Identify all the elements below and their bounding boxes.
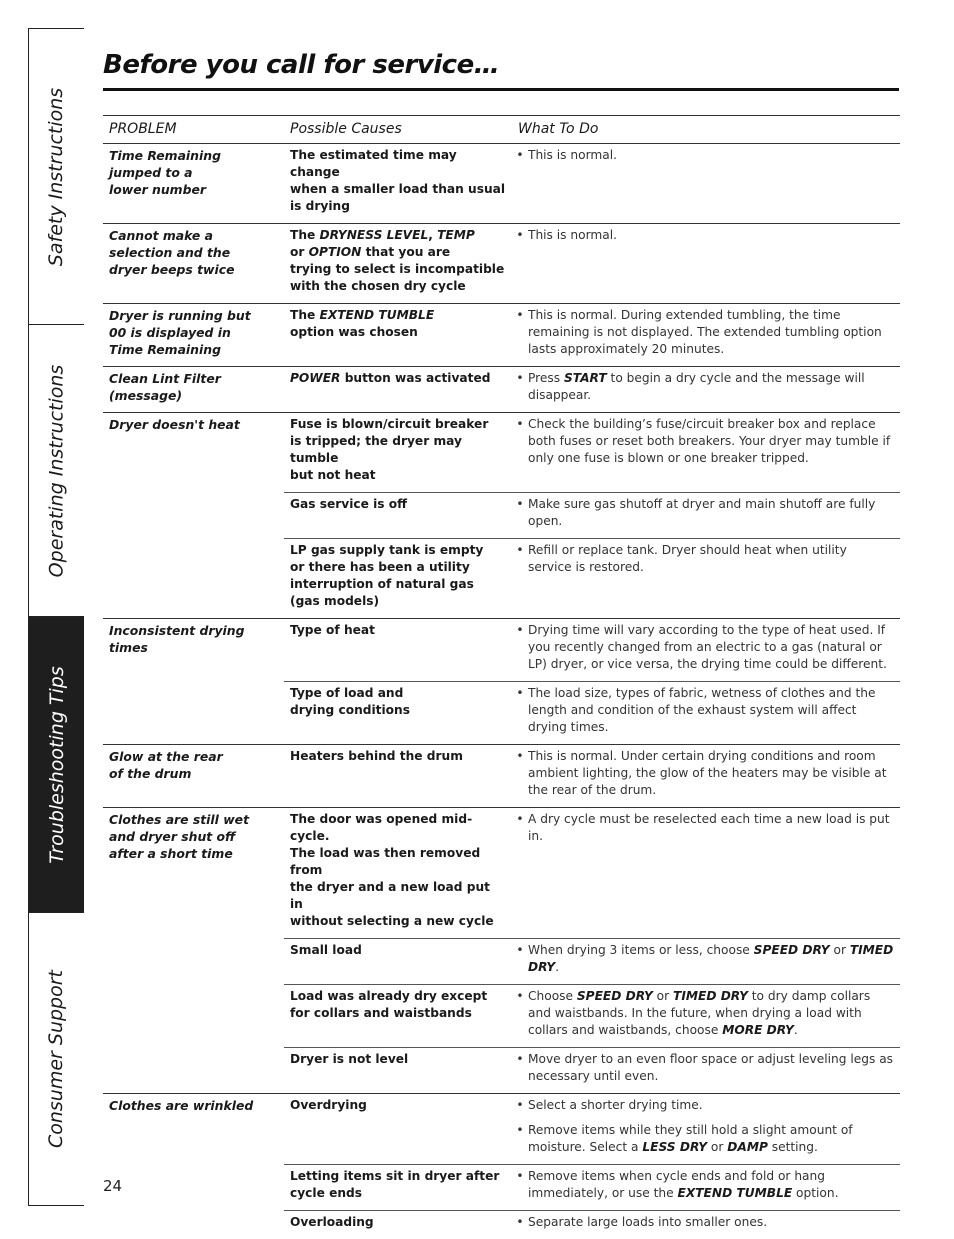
problem-cell: Clothes are wrinkled: [103, 1094, 284, 1239]
problem-cell: Dryer doesn't heat: [103, 413, 284, 619]
cause-cell: The DRYNESS LEVEL, TEMP or OPTION that you are trying to select is incompatible with the chosen dry cycle: [284, 224, 512, 304]
what-to-do-cell: [512, 304, 900, 367]
table-row: [103, 304, 900, 367]
table-body: [103, 144, 900, 1239]
cause-cell: Letting items sit in dryer after cycle ends: [284, 1165, 512, 1211]
emphasized-term: DAMP: [727, 1140, 768, 1154]
bullet-item: [514, 542, 894, 576]
table-row: [103, 413, 900, 493]
emphasized-term: DRYNESS LEVEL: [320, 228, 429, 242]
cause-cell: Overdrying: [284, 1094, 512, 1165]
bullet-item: [514, 1122, 894, 1156]
bullet-item: [514, 227, 894, 244]
bullet-item: [514, 811, 894, 845]
emphasized-term: EXTEND TUMBLE: [678, 1186, 793, 1200]
cause-cell: Type of heat: [284, 619, 512, 682]
cause-cell: Load was already dry except for collars and waistbands: [284, 985, 512, 1048]
table-row: [103, 144, 900, 224]
bullet-text: Separate large loads into smaller ones.: [528, 1214, 767, 1231]
bullet-icon: •: [514, 748, 526, 799]
bullet-item: [514, 988, 894, 1039]
bullet-item: [514, 685, 894, 736]
bullet-item: [514, 748, 894, 799]
bullet-item: [514, 307, 894, 358]
what-to-do-cell: [512, 493, 900, 539]
bullet-item: [514, 1051, 894, 1085]
bullet-text: A dry cycle must be reselected each time a new load is put in.: [528, 811, 894, 845]
problem-cell: Glow at the rear of the drum: [103, 745, 284, 808]
bullet-icon: •: [514, 1214, 526, 1231]
table-row: [103, 367, 900, 413]
bullet-item: [514, 147, 894, 164]
cause-cell: Fuse is blown/circuit breaker is tripped; the dryer may tumble but not heat: [284, 413, 512, 493]
tab-troubleshooting-tips[interactable]: [29, 617, 84, 913]
emphasized-term: LESS DRY: [642, 1140, 707, 1154]
emphasized-term: OPTION: [309, 245, 362, 259]
cause-cell: Dryer is not level: [284, 1048, 512, 1094]
what-to-do-cell: [512, 413, 900, 493]
page-number: 24: [103, 1177, 122, 1195]
emphasized-term: START: [564, 371, 607, 385]
bullet-icon: •: [514, 685, 526, 736]
emphasized-term: MORE DRY: [722, 1023, 794, 1037]
problem-cell: Time Remaining jumped to a lower number: [103, 144, 284, 224]
cause-cell: The estimated time may change when a smaller load than usual is drying: [284, 144, 512, 224]
bullet-item: [514, 496, 894, 530]
what-to-do-cell: [512, 367, 900, 413]
bullet-icon: •: [514, 1051, 526, 1085]
title-rule: [103, 88, 899, 91]
tab-safety-instructions[interactable]: [29, 29, 84, 325]
what-to-do-cell: [512, 939, 900, 985]
emphasized-term: TIMED DRY: [673, 989, 748, 1003]
emphasized-term: TIMED DRY: [528, 943, 893, 974]
bullet-item: [514, 370, 894, 404]
bullet-item: [514, 942, 894, 976]
bullet-text: This is normal. During extended tumbling, the time remaining is not displayed. The extended tumbling option lasts approximately 20 minutes.: [528, 307, 894, 358]
bullet-text: When drying 3 items or less, choose SPEED DRY or TIMED DRY.: [528, 942, 894, 976]
problem-cell: Inconsistent drying times: [103, 619, 284, 745]
tab-label: Consumer Support: [46, 970, 68, 1148]
tab-consumer-support[interactable]: [29, 913, 84, 1205]
bullet-text: This is normal.: [528, 227, 617, 244]
cause-cell: The EXTEND TUMBLE option was chosen: [284, 304, 512, 367]
cause-cell: Gas service is off: [284, 493, 512, 539]
bullet-icon: •: [514, 1122, 526, 1156]
tab-label: Troubleshooting Tips: [46, 666, 68, 864]
what-to-do-cell: [512, 808, 900, 939]
bullet-icon: •: [514, 370, 526, 404]
tab-label: Operating Instructions: [46, 364, 68, 577]
cause-cell: Type of load and drying conditions: [284, 682, 512, 745]
problem-cell: Clean Lint Filter (message): [103, 367, 284, 413]
tab-operating-instructions[interactable]: [29, 325, 84, 617]
bullet-icon: •: [514, 227, 526, 244]
bullet-text: This is normal.: [528, 147, 617, 164]
troubleshooting-table: [103, 115, 900, 1239]
bullet-icon: •: [514, 1097, 526, 1114]
bullet-icon: •: [514, 416, 526, 467]
bullet-text: Move dryer to an even floor space or adjust leveling legs as necessary until even.: [528, 1051, 894, 1085]
bullet-item: [514, 1097, 894, 1114]
what-to-do-cell: [512, 1094, 900, 1165]
bullet-text: Refill or replace tank. Dryer should heat when utility service is restored.: [528, 542, 894, 576]
what-to-do-cell: [512, 619, 900, 682]
bullet-icon: •: [514, 942, 526, 976]
cause-cell: The door was opened mid-cycle. The load was then removed from the dryer and a new load put in without selecting a new cycle: [284, 808, 512, 939]
table-row: [103, 224, 900, 304]
bullet-text: Press START to begin a dry cycle and the message will disappear.: [528, 370, 894, 404]
cause-cell: Heaters behind the drum: [284, 745, 512, 808]
cause-cell: Overloading: [284, 1211, 512, 1239]
bullet-text: This is normal. Under certain drying conditions and room ambient lighting, the glow of the heaters may be visible at the rear of the drum.: [528, 748, 894, 799]
table-row: [103, 808, 900, 939]
bullet-text: Drying time will vary according to the type of heat used. If you recently changed from an electric to a gas (natural or LP) dryer, or vice versa, the drying time could be different.: [528, 622, 894, 673]
bullet-icon: •: [514, 542, 526, 576]
emphasized-term: SPEED DRY: [577, 989, 653, 1003]
table-header-row: [103, 116, 900, 144]
header-possible-causes: Possible Causes: [284, 116, 512, 144]
bullet-item: [514, 416, 894, 467]
what-to-do-cell: [512, 682, 900, 745]
bullet-icon: •: [514, 811, 526, 845]
problem-cell: Clothes are still wet and dryer shut off after a short time: [103, 808, 284, 1094]
table-row: [103, 1094, 900, 1165]
header-problem: PROBLEM: [103, 116, 284, 144]
bullet-text: Select a shorter drying time.: [528, 1097, 703, 1114]
bullet-icon: •: [514, 1168, 526, 1202]
what-to-do-cell: [512, 144, 900, 224]
bullet-item: [514, 622, 894, 673]
cause-cell: Small load: [284, 939, 512, 985]
bullet-text: The load size, types of fabric, wetness of clothes and the length and condition of the exhaust system will affect drying times.: [528, 685, 894, 736]
bullet-text: Remove items while they still hold a slight amount of moisture. Select a LESS DRY or DAMP setting.: [528, 1122, 894, 1156]
header-what-to-do: What To Do: [512, 116, 900, 144]
bullet-icon: •: [514, 307, 526, 358]
what-to-do-cell: [512, 985, 900, 1048]
what-to-do-cell: [512, 1048, 900, 1094]
emphasized-term: SPEED DRY: [754, 943, 830, 957]
what-to-do-cell: [512, 539, 900, 619]
emphasized-term: TEMP: [437, 228, 475, 242]
section-tabs: [28, 28, 84, 1206]
table-row: [103, 745, 900, 808]
bullet-icon: •: [514, 622, 526, 673]
bullet-icon: •: [514, 147, 526, 164]
problem-cell: Dryer is running but 00 is displayed in Time Remaining: [103, 304, 284, 367]
table-row: [103, 619, 900, 682]
bullet-icon: •: [514, 496, 526, 530]
problem-cell: Cannot make a selection and the dryer beeps twice: [103, 224, 284, 304]
what-to-do-cell: [512, 1165, 900, 1211]
page-title: Before you call for service…: [103, 50, 499, 80]
emphasized-term: POWER: [290, 371, 340, 385]
bullet-text: Make sure gas shutoff at dryer and main shutoff are fully open.: [528, 496, 894, 530]
bullet-text: Check the building’s fuse/circuit breaker box and replace both fuses or reset both breakers. Your dryer may tumble if only one fuse is blown or one breaker tripped.: [528, 416, 894, 467]
bullet-item: [514, 1214, 894, 1231]
bullet-item: [514, 1168, 894, 1202]
tab-label: Safety Instructions: [46, 87, 68, 265]
what-to-do-cell: [512, 745, 900, 808]
emphasized-term: EXTEND TUMBLE: [320, 308, 435, 322]
what-to-do-cell: [512, 224, 900, 304]
cause-cell: LP gas supply tank is empty or there has been a utility interruption of natural gas (gas models): [284, 539, 512, 619]
bullet-text: Remove items when cycle ends and fold or hang immediately, or use the EXTEND TUMBLE option.: [528, 1168, 894, 1202]
cause-cell: POWER button was activated: [284, 367, 512, 413]
bullet-icon: •: [514, 988, 526, 1039]
bullet-text: Choose SPEED DRY or TIMED DRY to dry damp collars and waistbands. In the future, when drying a load with collars and waistbands, choose MORE DRY.: [528, 988, 894, 1039]
